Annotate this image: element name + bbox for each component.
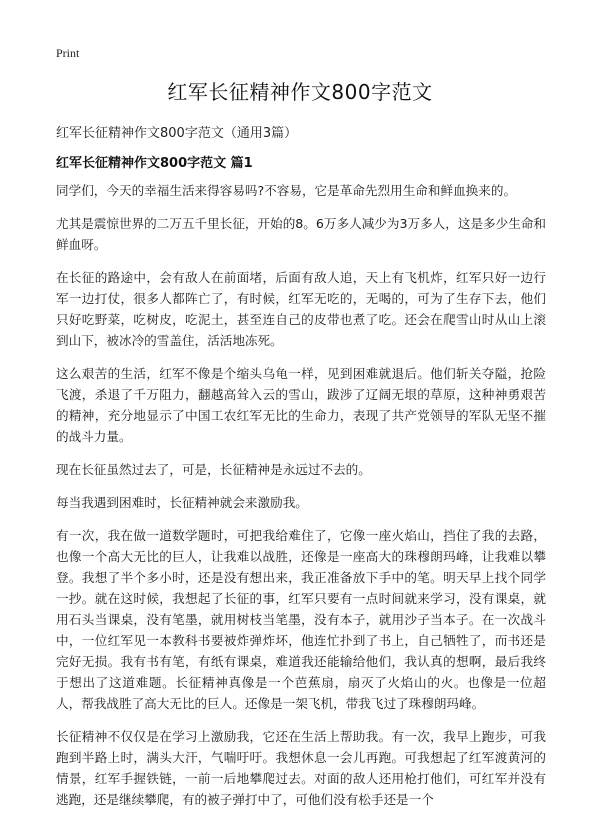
- paragraph: 长征精神不仅仅是在学习上激励我，它还在生活上帮助我。有一次，我早上跑步，可我跑到半路上时，满头大汗，气喘吁吁。我想休息一会儿再跑。可我想起了红军渡黄河的情景，红军手握铁链，一前一后地攀爬过去。对面的敌人还用枪打他们，可红军并没有逃跑，还是继续攀爬，有的被子弹打中了，可他们没有松手还是一个: [56, 729, 546, 807]
- paragraph: 在长征的路途中，会有敌人在前面堵，后面有敌人追，天上有飞机炸，红军只好一边行军一边打仗，很多人都阵亡了，有时候，红军无吃的，无喝的，可为了生存下去，他们只好吃野菜，吃树皮，吃泥土，甚至连自己的皮带也煮了吃。还会在爬雪山时从山上滚到山下，被冰冷的雪盖住，活活地冻死。: [56, 270, 546, 348]
- paragraph: 同学们，今天的幸福生活来得容易吗?不容易，它是革命先烈用生命和鲜血换来的。: [56, 183, 517, 198]
- paragraph: 每当我遇到困难时，长征精神就会来激励我。: [56, 495, 308, 510]
- article-body: [56, 180, 546, 822]
- section-title: 红军长征精神作文800字范文 篇1: [56, 156, 253, 171]
- page-title: 红军长征精神作文800字范文: [167, 80, 433, 104]
- paragraph: 现在长征虽然过去了，可是，长征精神是永远过不去的。: [56, 462, 371, 477]
- paragraph: 这么艰苦的生活，红军不像是个缩头乌龟一样，见到困难就退后。他们斩关夺隘，抢险飞渡，杀退了千万阻力，翻越高耸入云的雪山，跋涉了辽阔无垠的草原，这种神勇艰苦的精神，充分地显示了中国工农红军无比的生命力，表现了共产党领导的军队无坚不摧的战斗力量。: [56, 366, 546, 444]
- print-link[interactable]: Print: [56, 46, 80, 60]
- paragraph: 尤其是震惊世界的二万五千里长征，开始的8。6万多人减少为3万多人，这是多少生命和鲜血呀。: [56, 216, 547, 252]
- document-subtitle: 红军长征精神作文800字范文（通用3篇）: [56, 126, 298, 141]
- paragraph: 有一次，我在做一道数学题时，可把我给难住了，它像一座火焰山，挡住了我的去路，也像一个高大无比的巨人，让我难以战胜，还像是一座高大的珠穆朗玛峰，让我难以攀登。我想了半个多小时，还是没有想出来，我正准备放下手中的笔。明天早上找个同学一抄。就在这时候，我想起了长征的事，红军只要有一点时间就来学习，没有课桌，就用石头当课桌，没有笔墨，就用树枝当笔墨，没有本子，就用沙子当本子。在一次战斗中，一位红军见一本教科书要被炸弹炸坏，他连忙扑到了书上，自己牺牲了，而书还是完好无损。我有书有笔，有纸有课桌，难道我还能输给他们，我认真的想啊，最后我终于想出了这道难题。长征精神真像是一个芭蕉扇，扇灭了火焰山的火。也像是一位超人，帮我战胜了高大无比的巨人。还像是一架飞机，带我飞过了珠穆朗玛峰。: [56, 528, 546, 711]
